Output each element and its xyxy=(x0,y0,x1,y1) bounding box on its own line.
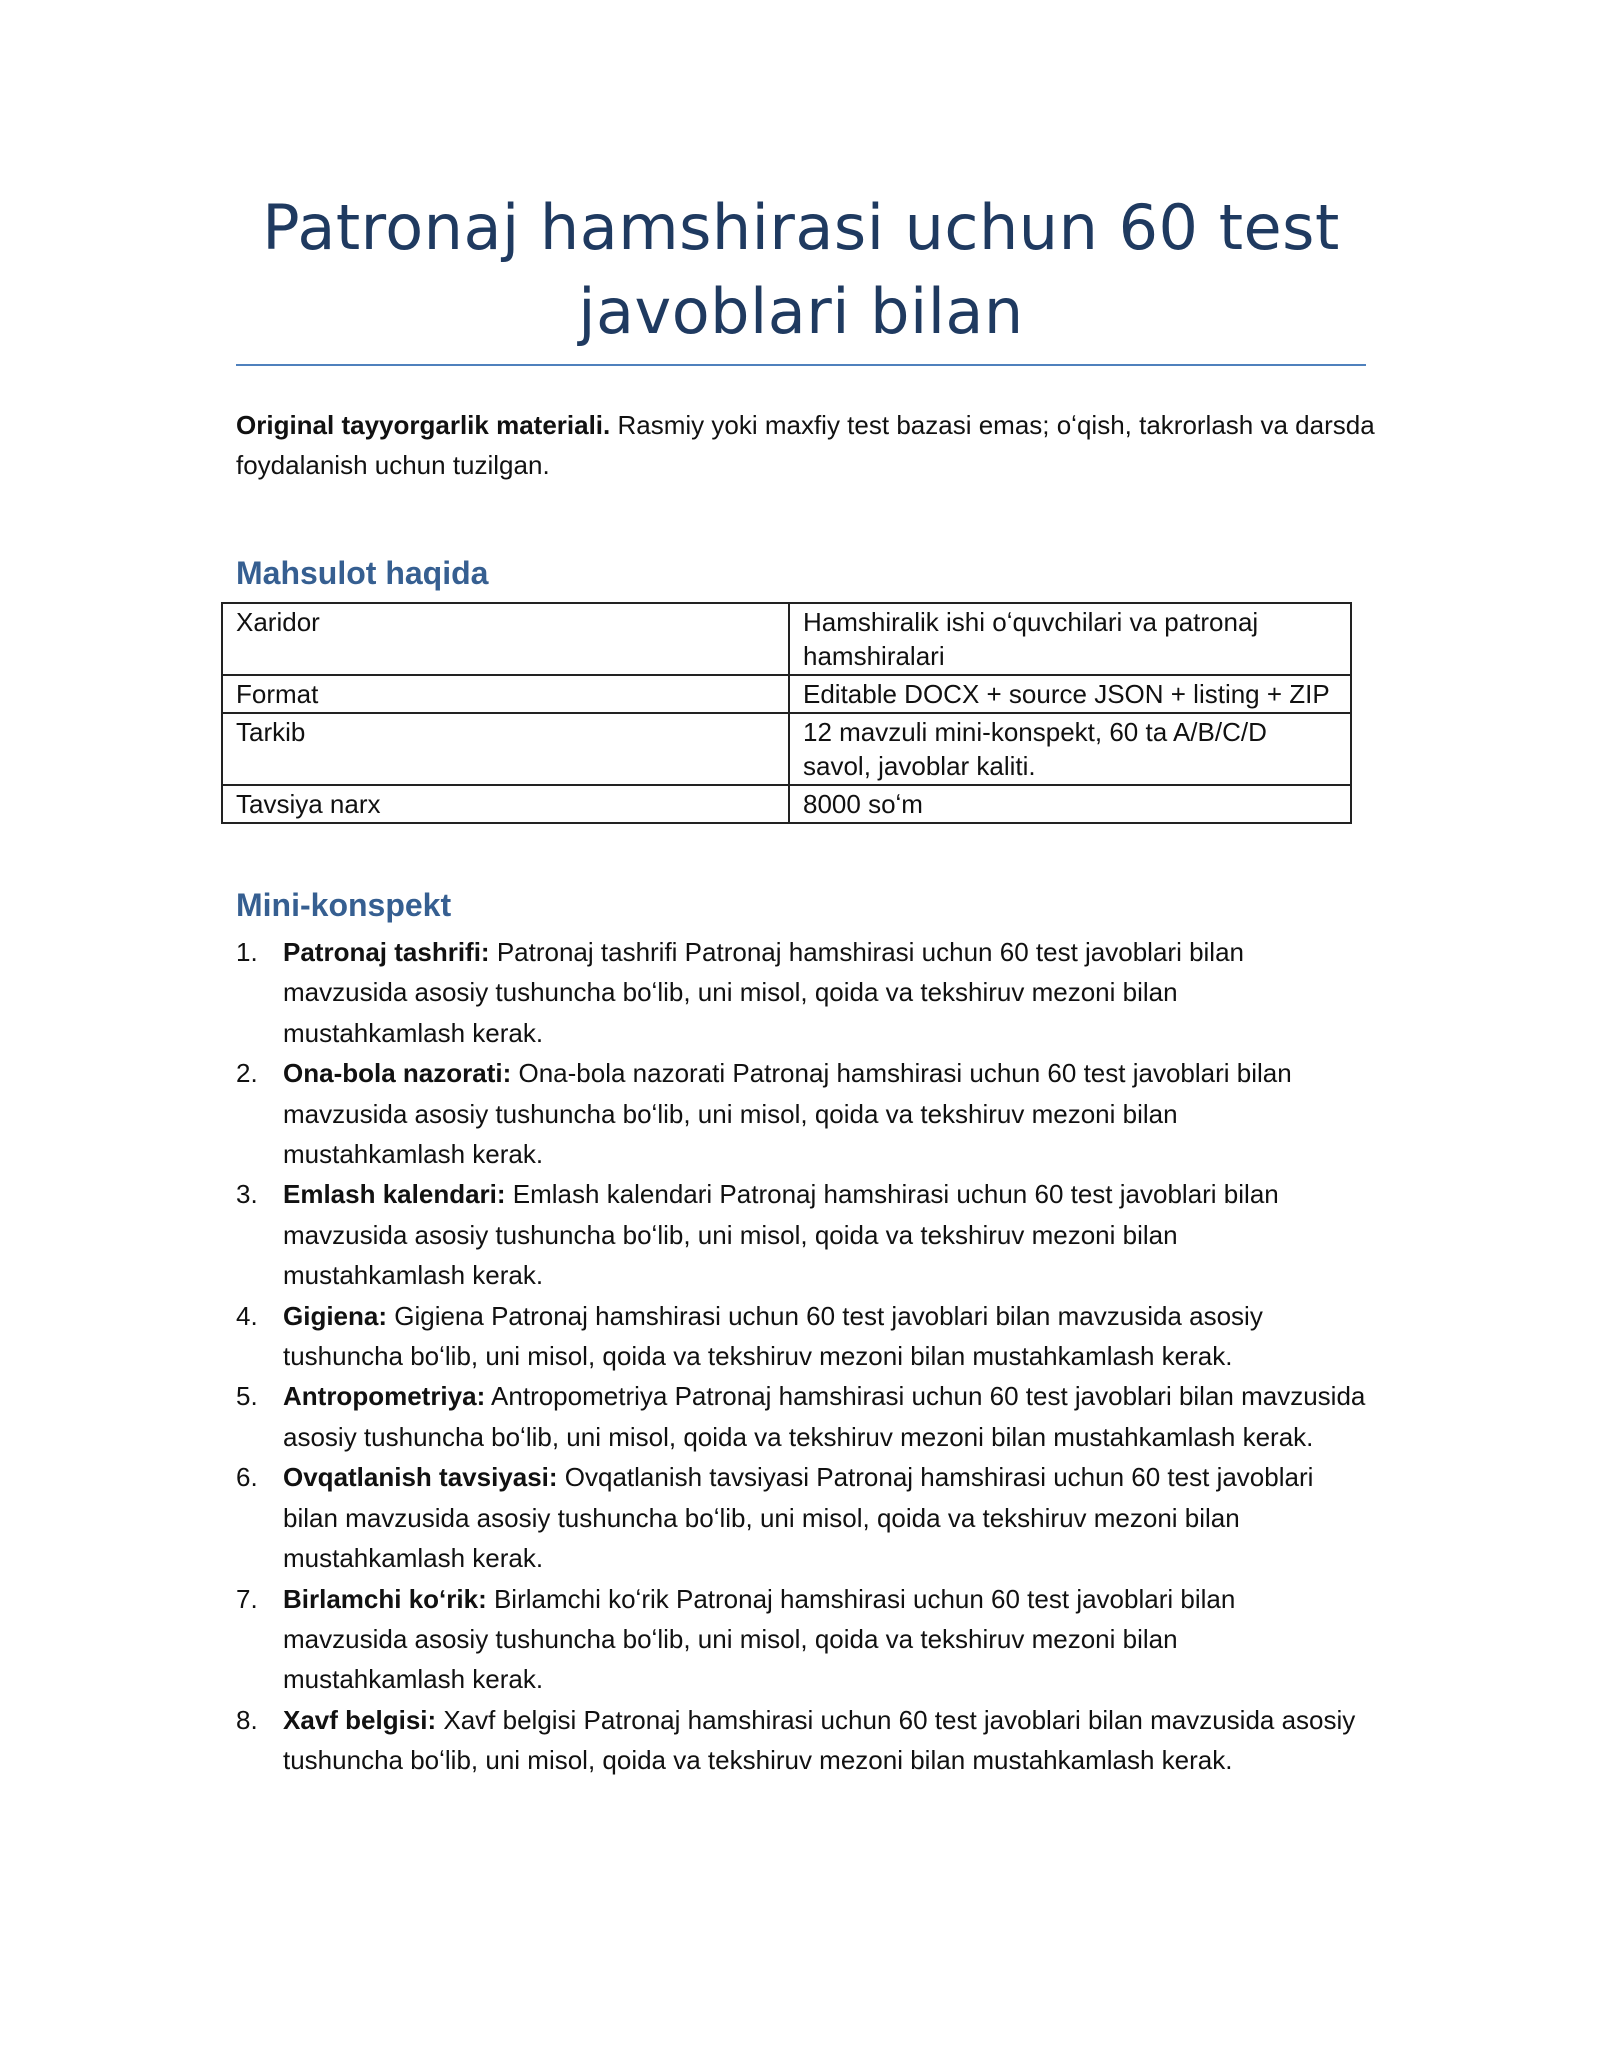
list-item xyxy=(236,1579,1366,1700)
list-item-number: 8. xyxy=(236,1704,258,1735)
list-item-number: 6. xyxy=(236,1462,258,1493)
list-item-number: 2. xyxy=(236,1058,258,1089)
list-item-term: Ovqatlanish tavsiyasi: xyxy=(283,1462,558,1493)
table-cell-key: Xaridor xyxy=(222,603,789,675)
table-row xyxy=(222,675,1351,713)
intro-text: Rasmiy yoki maxfiy test bazasi emas; oʻqish, takrorlash va darsda foydalanish uchun tuzilgan. xyxy=(236,410,1375,480)
konspekt-list xyxy=(236,932,1366,1781)
list-item-term: Antropometriya: xyxy=(283,1381,486,1412)
list-item-term: Birlamchi koʻrik: xyxy=(283,1583,487,1614)
title-line-1: Patronaj hamshirasi uchun 60 test xyxy=(262,191,1340,264)
intro-paragraph xyxy=(236,405,1376,485)
table-cell-key: Tarkib xyxy=(222,713,789,785)
title-line-2: javoblari bilan xyxy=(578,275,1024,348)
table-cell-value: Hamshiralik ishi oʻquvchilari va patronaj hamshiralari xyxy=(789,603,1351,675)
list-item xyxy=(236,1296,1366,1377)
table-cell-value: Editable DOCX + source JSON + listing + ZIP xyxy=(789,675,1351,713)
intro-bold-lead: Original tayyorgarlik materiali. xyxy=(236,410,611,440)
product-table xyxy=(221,602,1352,824)
document-title xyxy=(236,186,1366,354)
list-item xyxy=(236,1053,1366,1174)
list-item-text: Ona-bola nazorati Patronaj hamshirasi uchun 60 test javoblari bilan mavzusida asosiy tushuncha boʻlib, uni misol, qoida va tekshiruv mezoni bilan mustahkamlash kerak. xyxy=(283,1058,1292,1170)
list-item-number: 1. xyxy=(236,937,258,967)
list-item-text: Emlash kalendari Patronaj hamshirasi uchun 60 test javoblari bilan mavzusida asosiy tushuncha boʻlib, uni misol, qoida va tekshiruv mezoni bilan mustahkamlash kerak. xyxy=(283,1179,1279,1291)
list-item-text: Antropometriya Patronaj hamshirasi uchun 60 test javoblari bilan mavzusida asosiy tushuncha boʻlib, uni misol, qoida va tekshiruv mezoni bilan mustahkamlash kerak. xyxy=(283,1381,1366,1452)
list-item xyxy=(236,1457,1366,1578)
section-heading-konspekt: Mini-konspekt xyxy=(236,887,452,923)
list-item-number: 4. xyxy=(236,1300,258,1331)
list-item-number: 5. xyxy=(236,1381,258,1412)
list-item xyxy=(236,1174,1366,1295)
list-item-term: Emlash kalendari: xyxy=(283,1179,506,1210)
table-cell-value: 8000 soʻm xyxy=(789,785,1351,823)
table-cell-key: Tavsiya narx xyxy=(222,785,789,823)
list-item-term: Xavf belgisi: xyxy=(283,1704,437,1735)
table-row xyxy=(222,713,1351,785)
list-item xyxy=(236,1376,1366,1457)
list-item-term: Gigiena: xyxy=(283,1300,388,1331)
list-item xyxy=(236,1700,1366,1781)
title-divider xyxy=(236,364,1366,366)
table-cell-value: 12 mavzuli mini-konspekt, 60 ta A/B/C/D savol, javoblar kaliti. xyxy=(789,713,1351,785)
list-item-term: Ona-bola nazorati: xyxy=(283,1058,512,1089)
list-item xyxy=(236,932,1366,1053)
table-row xyxy=(222,785,1351,823)
list-item-number: 3. xyxy=(236,1179,258,1210)
list-item-number: 7. xyxy=(236,1583,258,1614)
list-item-text: Xavf belgisi Patronaj hamshirasi uchun 60 test javoblari bilan mavzusida asosiy tushuncha boʻlib, uni misol, qoida va tekshiruv mezoni bilan mustahkamlash kerak. xyxy=(283,1704,1356,1776)
list-item-text: Patronaj tashrifi Patronaj hamshirasi uchun 60 test javoblari bilan mavzusida asosiy tushuncha boʻlib, uni misol, qoida va tekshiruv mezoni bilan mustahkamlash kerak. xyxy=(283,937,1244,1048)
section-heading-mahsulot: Mahsulot haqida xyxy=(236,555,489,591)
table-row xyxy=(222,603,1351,675)
table-cell-key: Format xyxy=(222,675,789,713)
list-item-text: Birlamchi koʻrik Patronaj hamshirasi uchun 60 test javoblari bilan mavzusida asosiy tushuncha boʻlib, uni misol, qoida va tekshiruv mezoni bilan mustahkamlash kerak. xyxy=(283,1583,1236,1695)
title-block xyxy=(236,186,1366,354)
list-item-term: Patronaj tashrifi: xyxy=(283,937,490,967)
list-item-text: Gigiena Patronaj hamshirasi uchun 60 test javoblari bilan mavzusida asosiy tushuncha boʻlib, uni misol, qoida va tekshiruv mezoni bilan mustahkamlash kerak. xyxy=(283,1300,1263,1372)
list-item-text: Ovqatlanish tavsiyasi Patronaj hamshirasi uchun 60 test javoblari bilan mavzusida asosiy tushuncha boʻlib, uni misol, qoida va tekshiruv mezoni bilan mustahkamlash kerak. xyxy=(283,1462,1314,1574)
